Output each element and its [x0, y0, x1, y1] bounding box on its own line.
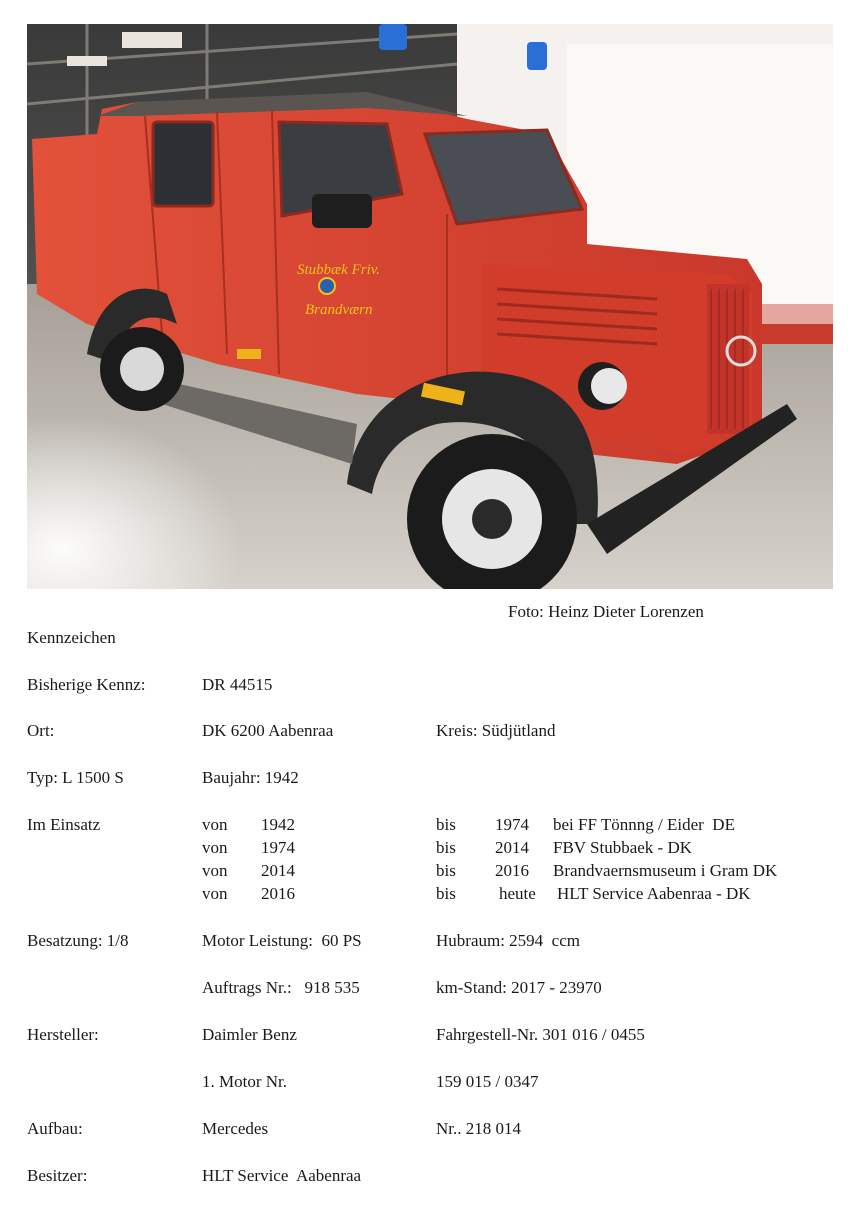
kreis-value: Kreis: Südjütland [436, 721, 556, 740]
einsatz-bis: bis [436, 838, 456, 857]
einsatz-to: 2016 [495, 861, 529, 880]
einsatz-bis: bis [436, 815, 456, 834]
auftrags-nr: Auftrags Nr.: 918 535 [202, 978, 360, 997]
einsatz-von: von [202, 815, 228, 834]
typ-label: Typ: L 1500 S [27, 768, 124, 787]
aufbau-nr: Nr.. 218 014 [436, 1119, 521, 1138]
einsatz-where: bei FF Tönnng / Eider DE [553, 815, 735, 834]
emblem-icon [319, 278, 335, 294]
fire-truck-illustration [27, 24, 833, 589]
bisherige-label: Bisherige Kennz: [27, 675, 146, 694]
kennzeichen-label: Kennzeichen [27, 628, 116, 647]
door-lettering-2: Brandværn [305, 302, 373, 318]
besitzer-value: HLT Service Aabenraa [202, 1166, 362, 1185]
einsatz-von: von [202, 861, 228, 880]
einsatz-von: von [202, 884, 228, 903]
hubraum: Hubraum: 2594 ccm [436, 931, 580, 950]
door-lettering-1: Stubbæk Friv. [297, 262, 381, 278]
einsatz-where: Brandvaernsmuseum i Gram DK [553, 861, 778, 880]
fahrgestell-nr: Fahrgestell-Nr. 301 016 / 0455 [436, 1025, 645, 1044]
baujahr-value: Baujahr: 1942 [202, 768, 299, 787]
motor-nr-value: 159 015 / 0347 [436, 1072, 539, 1091]
besatzung-label: Besatzung: 1/8 [27, 931, 129, 950]
einsatz-to: 1974 [495, 815, 529, 834]
ort-value: DK 6200 Aabenraa [202, 721, 334, 740]
einsatz-label: Im Einsatz [27, 815, 101, 834]
einsatz-where: HLT Service Aabenraa - DK [557, 884, 751, 903]
einsatz-from: 2014 [261, 861, 295, 880]
einsatz-bis: bis [436, 861, 456, 880]
einsatz-to: 2014 [495, 838, 529, 857]
einsatz-from: 1974 [261, 838, 295, 857]
einsatz-to: heute [499, 884, 536, 903]
motor-leistung: Motor Leistung: 60 PS [202, 931, 362, 950]
aufbau-value: Mercedes [202, 1119, 269, 1138]
einsatz-bis: bis [436, 884, 456, 903]
truck-photo [27, 24, 833, 589]
einsatz-from: 1942 [261, 815, 295, 834]
bisherige-value: DR 44515 [202, 675, 273, 694]
besitzer-label: Besitzer: [27, 1166, 88, 1185]
aufbau-label: Aufbau: [27, 1119, 83, 1138]
einsatz-from: 2016 [261, 884, 295, 903]
einsatz-von: von [202, 838, 228, 857]
hersteller-value: Daimler Benz [202, 1025, 297, 1044]
km-stand: km-Stand: 2017 - 23970 [436, 978, 602, 997]
hersteller-label: Hersteller: [27, 1025, 99, 1044]
motor-nr-label: 1. Motor Nr. [202, 1072, 287, 1091]
photo-credit: Foto: Heinz Dieter Lorenzen [508, 602, 704, 621]
ort-label: Ort: [27, 721, 55, 740]
einsatz-where: FBV Stubbaek - DK [553, 838, 692, 857]
